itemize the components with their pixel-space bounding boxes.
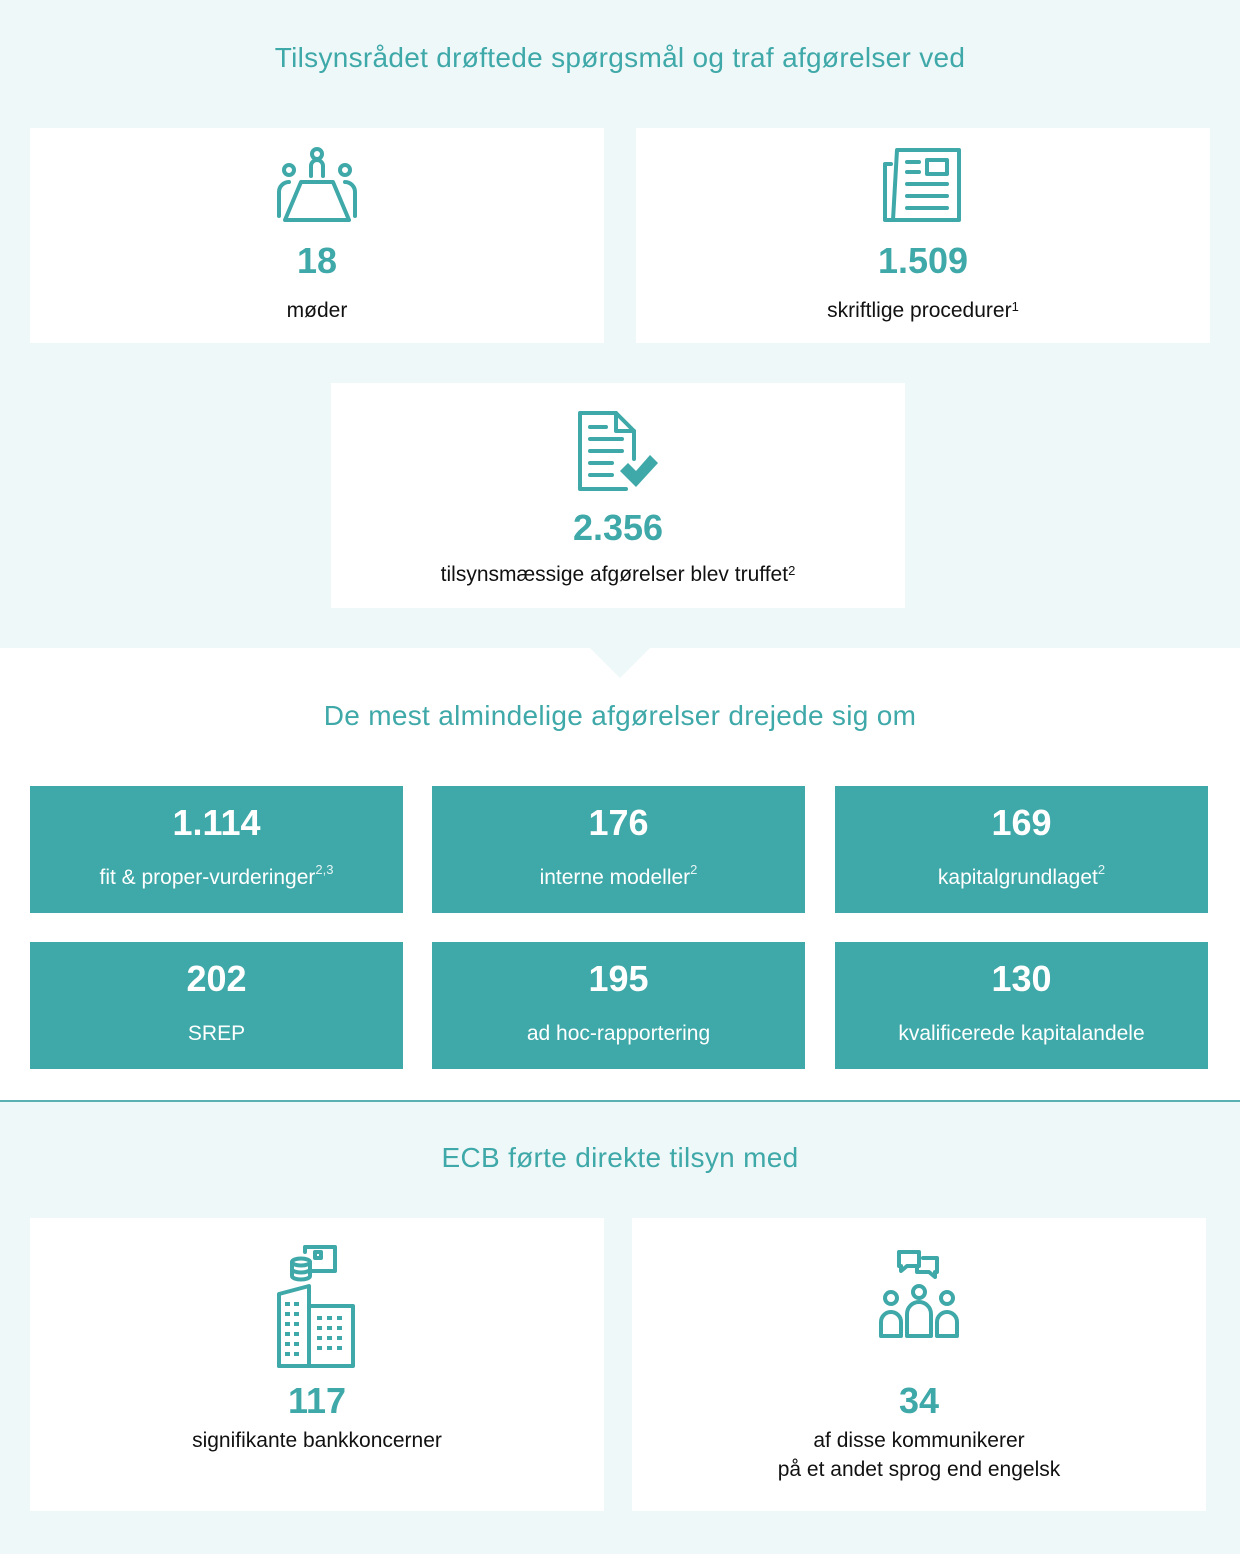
footnote-marker: 2	[690, 862, 698, 877]
decisions-label: tilsynsmæssige afgørelser blev truffet$^2$	[440, 563, 796, 586]
document-check-icon	[576, 409, 660, 493]
meetings-label: møder	[286, 299, 348, 322]
tile-value: 176	[588, 802, 649, 843]
decision-tile	[432, 786, 805, 913]
meeting-icon	[275, 146, 359, 226]
documents-icon	[881, 146, 965, 226]
tile-value: 202	[186, 958, 247, 999]
languages-count: 34	[898, 1380, 940, 1421]
section-arrow	[590, 648, 650, 678]
footnote-marker: 2	[1097, 862, 1106, 877]
people-speech-icon	[877, 1248, 961, 1340]
decision-tile	[835, 942, 1208, 1069]
tile-label: ad hoc-rapportering	[526, 1022, 711, 1045]
tile-label: interne modeller$^2$	[539, 862, 698, 889]
banks-card	[30, 1218, 604, 1511]
footnote-marker: 1	[1011, 299, 1019, 314]
tile-value: 195	[588, 958, 649, 999]
procedures-count: 1.509	[877, 240, 969, 281]
tile-label: fit & proper-vurderinger$^{2,3}$	[99, 862, 334, 889]
decisions-count: 2.356	[572, 507, 664, 548]
languages-label-line2: på et andet sprog end engelsk	[777, 1458, 1061, 1481]
meetings-count: 18	[296, 240, 338, 281]
banks-count: 117	[287, 1380, 347, 1421]
tile-label: kapitalgrundlaget$^2$	[937, 862, 1106, 889]
procedures-label: skriftlige procedurer$^1$	[827, 299, 1019, 322]
decision-tile	[835, 786, 1208, 913]
tile-value: 169	[991, 802, 1052, 843]
decisions-card	[331, 383, 905, 608]
procedures-card	[636, 128, 1210, 343]
decision-tile	[30, 786, 403, 913]
tile-label: kvalificerede kapitalandele	[898, 1022, 1145, 1045]
section1-title: Tilsynsrådet drøftede spørgsmål og traf afgørelser ved	[274, 42, 966, 73]
languages-label-line1: af disse kommunikerer	[813, 1429, 1025, 1452]
tile-value: 130	[991, 958, 1052, 999]
decision-tile	[30, 942, 403, 1069]
section3-title: ECB førte direkte tilsyn med	[441, 1142, 799, 1173]
footnote-marker: 2,3	[315, 862, 334, 877]
section2-title: De mest almindelige afgørelser drejede sig om	[323, 700, 917, 731]
languages-card	[632, 1218, 1206, 1511]
banks-label: signifikante bankkoncerner	[192, 1429, 442, 1452]
tile-value: 1.114	[172, 802, 261, 843]
footnote-marker: 2	[788, 563, 796, 578]
decision-tile	[432, 942, 805, 1069]
tile-label: SREP	[187, 1022, 246, 1045]
bank-buildings-icon	[275, 1244, 359, 1368]
meetings-card	[30, 128, 604, 343]
